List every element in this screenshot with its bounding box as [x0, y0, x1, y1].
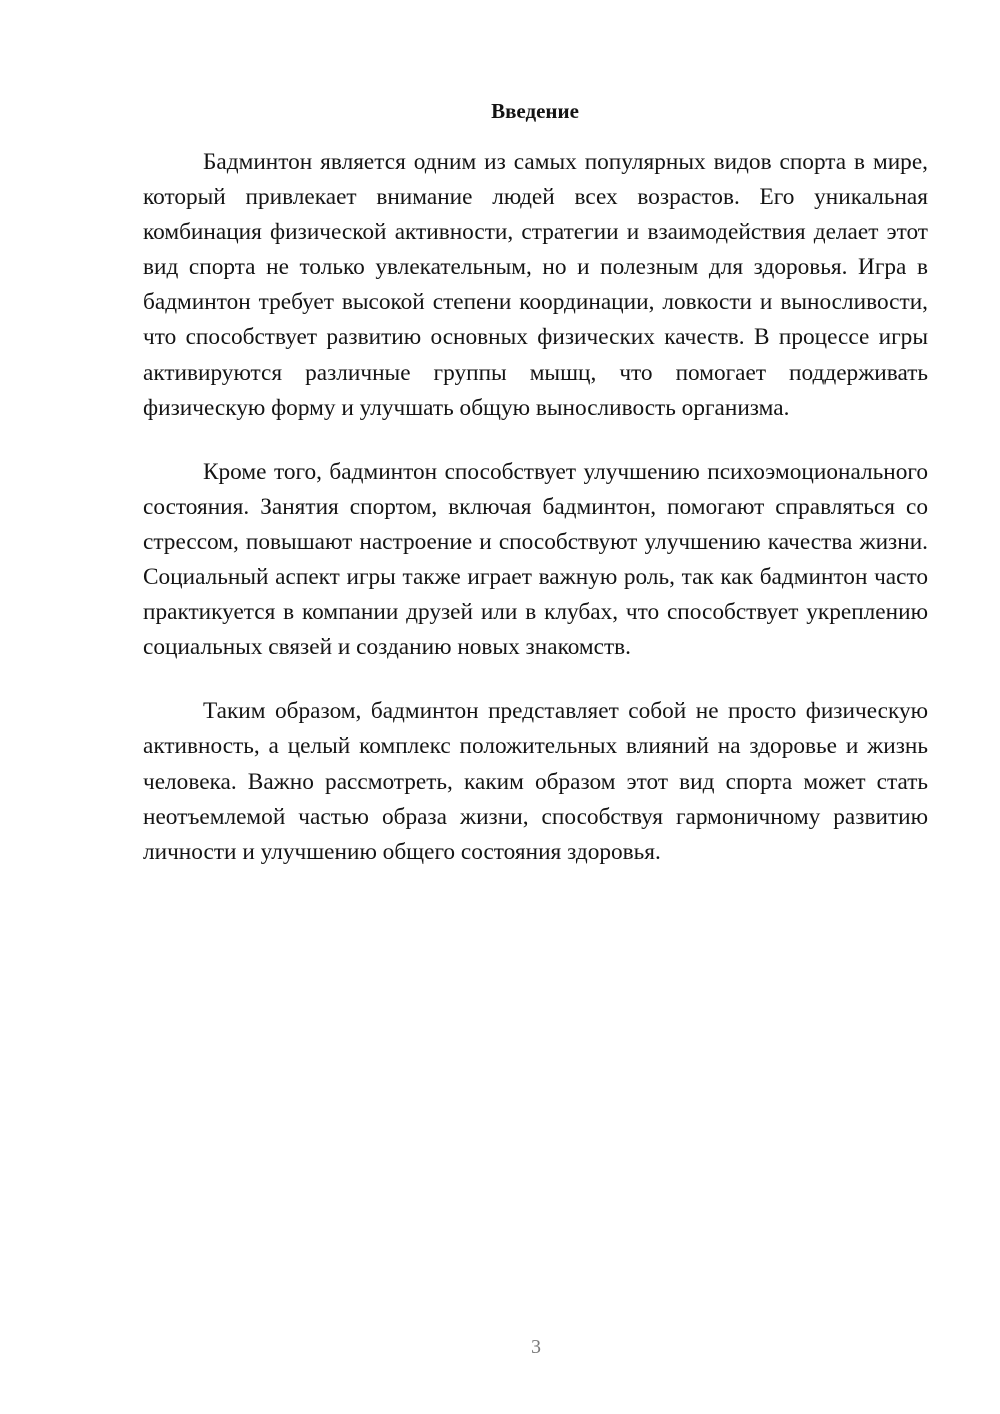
- paragraph-3: Таким образом, бадминтон представляет собой не просто физическую активность, а целый комплекс положительных влияний на здоровье и жизнь человека. Важно рассмотреть, каким образом этот вид спорта может стать неотъемлемой частью образа жизни, способствуя гармоничному развитию личности и улучшению общего состояния здоровья.: [143, 698, 928, 865]
- paragraph-2: Кроме того, бадминтон способствует улучшению психоэмоционального состояния. Занятия спортом, включая бадминтон, помогают справляться со стрессом, повышают настроение и способствуют улучшению качества жизни. Социальный аспект игры также играет важную роль, так как бадминтон часто практикуется в компании друзей или в клубах, что способствует укреплению социальных связей и созданию новых знакомств.: [143, 458, 928, 661]
- body-text: [143, 145, 928, 899]
- paragraph-1: Бадминтон является одним из самых популярных видов спорта в мире, который привлекает внимание людей всех возрастов. Его уникальная комбинация физической активности, стратегии и взаимодействия делает этот вид спорта не только увлекательным, но и полезным для здоровья. Игра в бадминтон требует высокой степени координации, ловкости и выносливости, что способствует развитию основных физических качеств. В процессе игры активируются различные группы мышц, что помогает поддерживать физическую форму и улучшать общую выносливость организма.: [143, 149, 928, 421]
- section-title: Введение: [491, 99, 579, 123]
- page-number: 3: [531, 1336, 541, 1358]
